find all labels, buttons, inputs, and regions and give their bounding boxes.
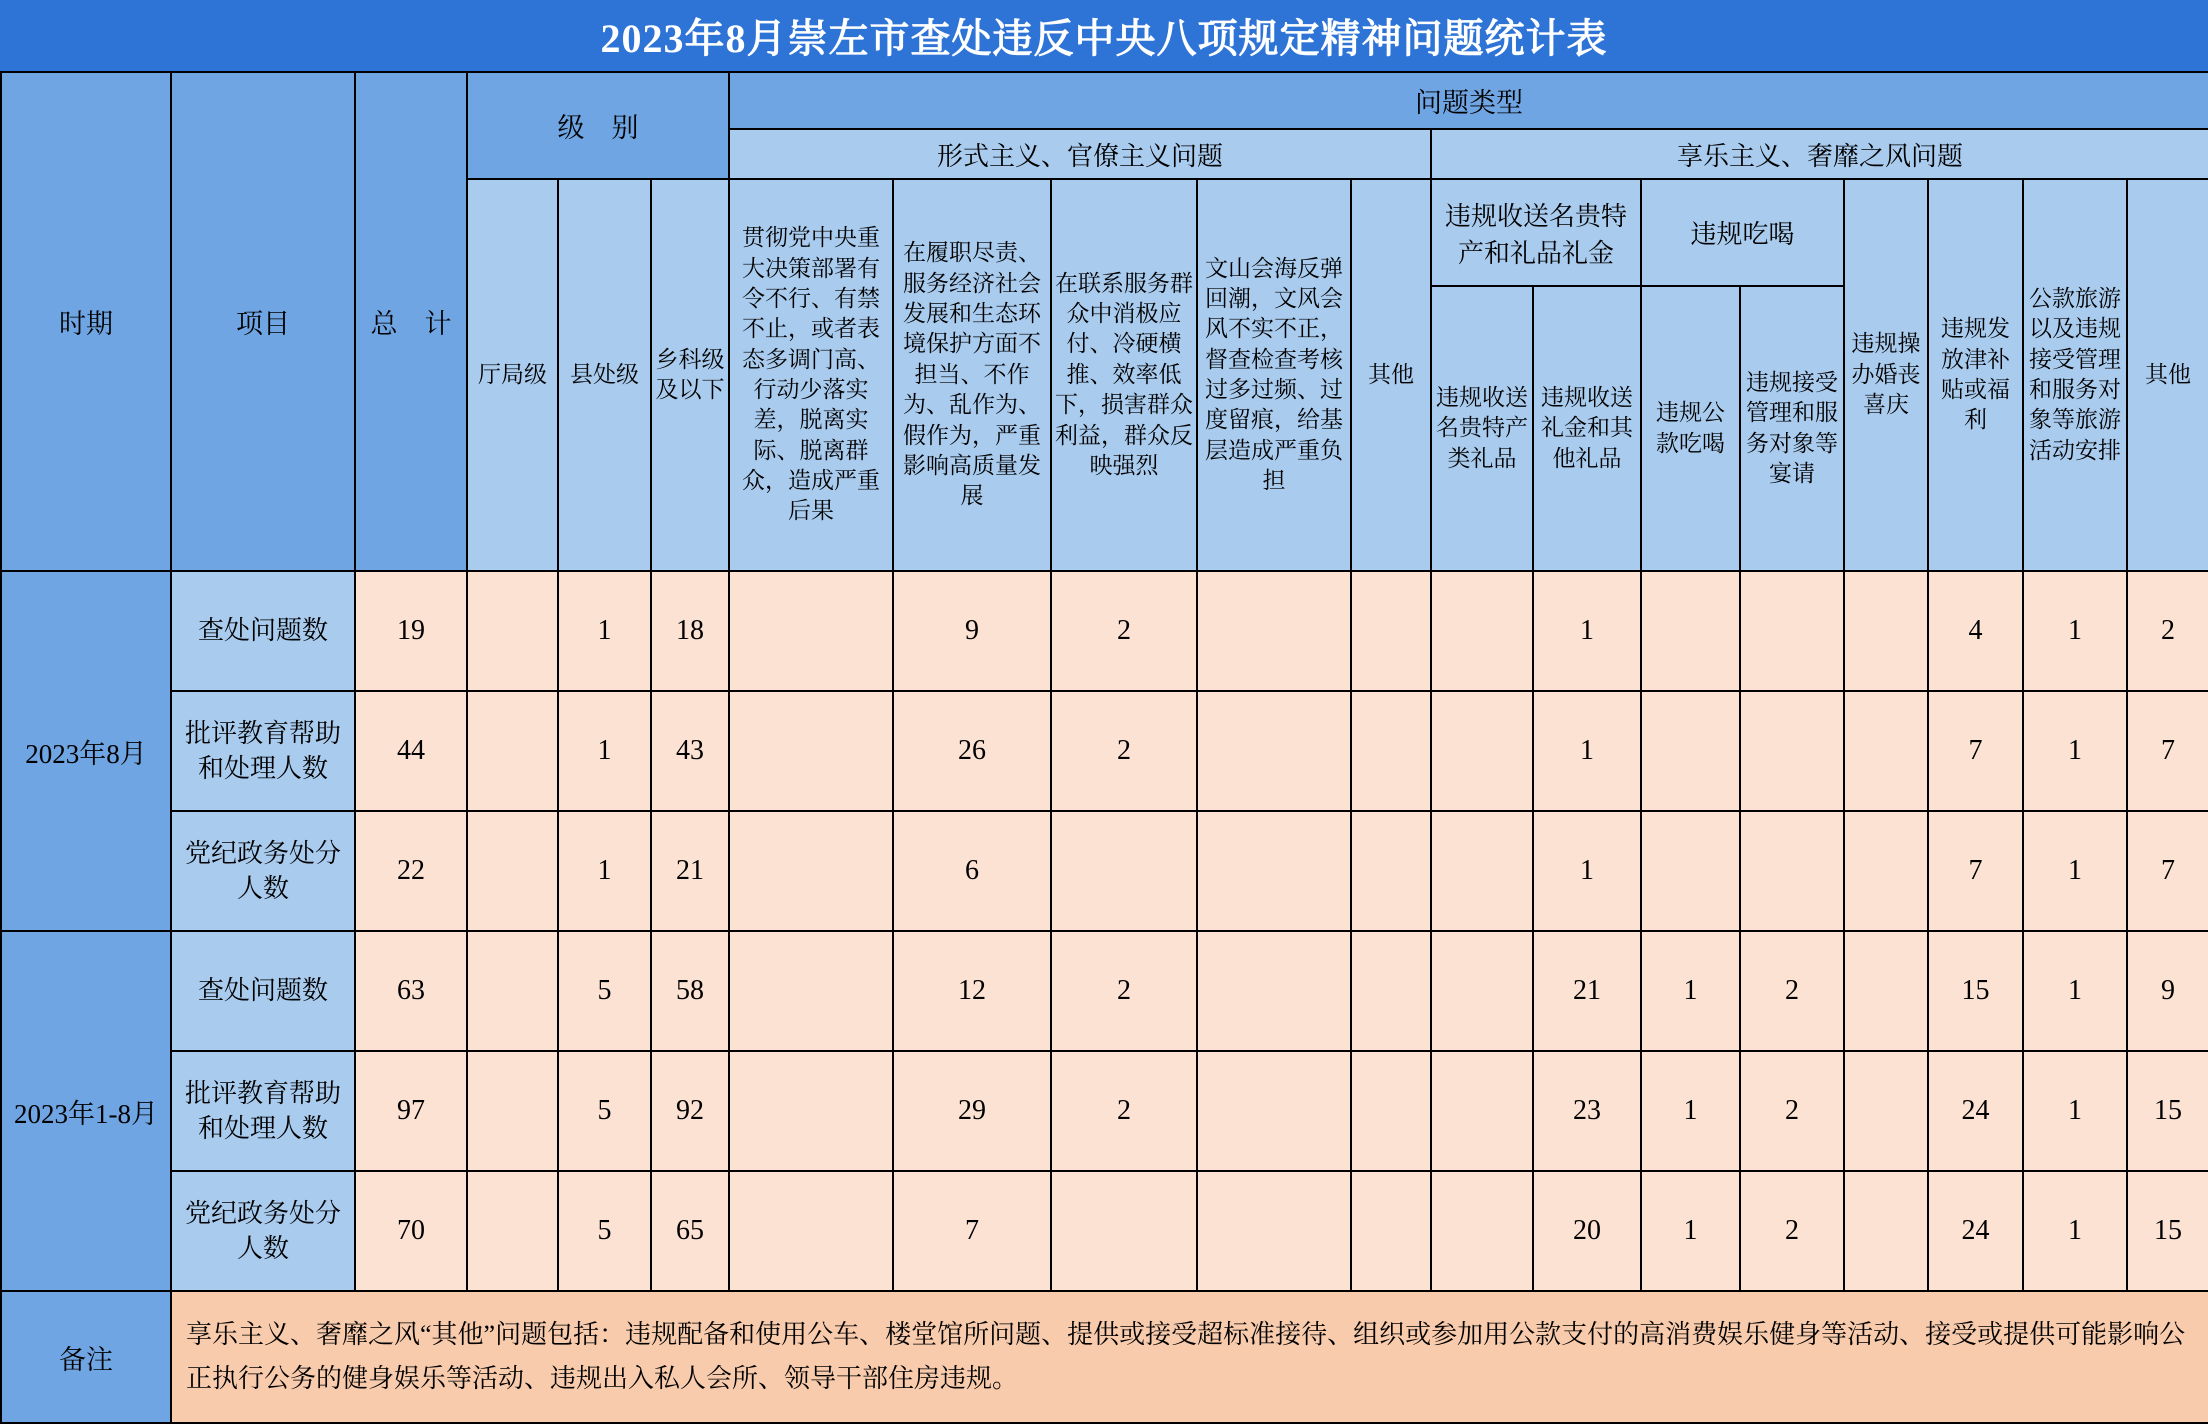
value-cell xyxy=(1431,1051,1533,1171)
value-cell xyxy=(1844,1171,1928,1291)
value-cell xyxy=(1740,571,1844,691)
value-cell: 15 xyxy=(2127,1171,2208,1291)
value-cell: 1 xyxy=(1641,1171,1740,1291)
value-cell xyxy=(729,1051,893,1171)
value-cell: 29 xyxy=(893,1051,1051,1171)
header-formalism-col-2: 在履职尽责、服务经济社会发展和生态环境保护方面不担当、不作为、乱作为、假作为，严重影响高质量发展 xyxy=(893,179,1051,571)
statistics-table xyxy=(0,71,2208,1424)
remark-label: 备注 xyxy=(1,1291,171,1423)
value-cell: 2 xyxy=(1051,571,1197,691)
value-cell xyxy=(1197,1051,1351,1171)
header-formalism-group: 形式主义、官僚主义问题 xyxy=(729,129,1431,179)
value-cell: 1 xyxy=(2023,931,2127,1051)
value-cell: 1 xyxy=(1641,931,1740,1051)
header-item: 项目 xyxy=(171,72,355,571)
value-cell: 21 xyxy=(651,811,729,931)
value-cell: 20 xyxy=(1533,1171,1641,1291)
value-cell xyxy=(1431,691,1533,811)
value-cell: 7 xyxy=(2127,811,2208,931)
value-cell: 43 xyxy=(651,691,729,811)
value-cell xyxy=(729,931,893,1051)
value-cell: 58 xyxy=(651,931,729,1051)
value-cell: 23 xyxy=(1533,1051,1641,1171)
value-cell: 5 xyxy=(558,1051,651,1171)
value-cell: 7 xyxy=(1928,811,2023,931)
row-label: 党纪政务处分人数 xyxy=(171,811,355,931)
value-cell: 1 xyxy=(2023,1171,2127,1291)
value-cell xyxy=(1740,691,1844,811)
value-cell: 44 xyxy=(355,691,467,811)
value-cell: 5 xyxy=(558,931,651,1051)
value-cell: 1 xyxy=(2023,1051,2127,1171)
header-hedonism-group: 享乐主义、奢靡之风问题 xyxy=(1431,129,2208,179)
remark-text: 享乐主义、奢靡之风“其他”问题包括：违规配备和使用公车、楼堂馆所问题、提供或接受超标准接待、组织或参加用公款支付的高消费娱乐健身等活动、接受或提供可能影响公正执行公务的健身娱乐等活动、违规出入私人会所、领导干部住房违规。 xyxy=(171,1291,2208,1423)
value-cell xyxy=(1844,811,1928,931)
value-cell: 21 xyxy=(1533,931,1641,1051)
header-period: 时期 xyxy=(1,72,171,571)
page-title: 2023年8月崇左市查处违反中央八项规定精神问题统计表 xyxy=(0,0,2208,71)
value-cell xyxy=(1351,1171,1431,1291)
header-allowances: 违规发放津补贴或福利 xyxy=(1928,179,2023,571)
header-dining-public-funds: 违规公款吃喝 xyxy=(1641,286,1740,571)
header-formalism-col-1: 贯彻党中央重大决策部署有令不行、有禁不止，或者表态多调门高、行动少落实差，脱离实际、脱离群众，造成严重后果 xyxy=(729,179,893,571)
value-cell: 24 xyxy=(1928,1051,2023,1171)
row-label: 查处问题数 xyxy=(171,571,355,691)
value-cell: 63 xyxy=(355,931,467,1051)
value-cell: 2 xyxy=(1740,931,1844,1051)
value-cell: 12 xyxy=(893,931,1051,1051)
header-formalism-col-4: 文山会海反弹回潮，文风会风不实不正，督查检查考核过多过频、过度留痕，给基层造成严重负担 xyxy=(1197,179,1351,571)
header-level-group: 级 别 xyxy=(467,72,729,179)
value-cell: 5 xyxy=(558,1171,651,1291)
value-cell: 70 xyxy=(355,1171,467,1291)
value-cell xyxy=(1197,691,1351,811)
value-cell xyxy=(1431,811,1533,931)
value-cell: 9 xyxy=(893,571,1051,691)
value-cell: 26 xyxy=(893,691,1051,811)
value-cell: 1 xyxy=(558,691,651,811)
value-cell xyxy=(1197,931,1351,1051)
value-cell xyxy=(1844,931,1928,1051)
header-weddings-funerals: 违规操办婚丧喜庆 xyxy=(1844,179,1928,571)
value-cell: 7 xyxy=(893,1171,1051,1291)
value-cell: 7 xyxy=(2127,691,2208,811)
value-cell xyxy=(729,811,893,931)
value-cell: 1 xyxy=(1641,1051,1740,1171)
value-cell: 2 xyxy=(1051,691,1197,811)
period-cell: 2023年1-8月 xyxy=(1,931,171,1291)
value-cell xyxy=(1351,1051,1431,1171)
row-label: 查处问题数 xyxy=(171,931,355,1051)
value-cell xyxy=(729,1171,893,1291)
header-dining-banquets: 违规接受管理和服务对象等宴请 xyxy=(1740,286,1844,571)
value-cell xyxy=(1844,571,1928,691)
value-cell xyxy=(1641,811,1740,931)
value-cell xyxy=(467,1051,558,1171)
value-cell xyxy=(1197,1171,1351,1291)
header-formalism-other: 其他 xyxy=(1351,179,1431,571)
value-cell xyxy=(1431,931,1533,1051)
header-hedonism-other: 其他 xyxy=(2127,179,2208,571)
value-cell xyxy=(1844,691,1928,811)
value-cell xyxy=(1351,571,1431,691)
value-cell: 6 xyxy=(893,811,1051,931)
period-cell: 2023年8月 xyxy=(1,571,171,931)
value-cell: 2 xyxy=(1740,1051,1844,1171)
value-cell: 15 xyxy=(2127,1051,2208,1171)
header-dining-group: 违规吃喝 xyxy=(1641,179,1844,286)
value-cell: 4 xyxy=(1928,571,2023,691)
value-cell: 1 xyxy=(558,811,651,931)
value-cell: 1 xyxy=(2023,691,2127,811)
value-cell: 7 xyxy=(1928,691,2023,811)
value-cell xyxy=(1740,811,1844,931)
value-cell: 1 xyxy=(1533,571,1641,691)
value-cell xyxy=(1351,811,1431,931)
value-cell: 65 xyxy=(651,1171,729,1291)
value-cell: 2 xyxy=(1051,1051,1197,1171)
header-level-township: 乡科级及以下 xyxy=(651,179,729,571)
header-problem-type: 问题类型 xyxy=(729,72,2208,129)
value-cell xyxy=(729,691,893,811)
value-cell xyxy=(467,811,558,931)
value-cell xyxy=(1051,811,1197,931)
value-cell: 97 xyxy=(355,1051,467,1171)
value-cell xyxy=(1197,811,1351,931)
header-level-bureau: 厅局级 xyxy=(467,179,558,571)
value-cell xyxy=(1431,1171,1533,1291)
value-cell xyxy=(467,691,558,811)
header-public-funded-travel: 公款旅游以及违规接受管理和服务对象等旅游活动安排 xyxy=(2023,179,2127,571)
value-cell xyxy=(1197,571,1351,691)
row-label: 党纪政务处分人数 xyxy=(171,1171,355,1291)
value-cell: 9 xyxy=(2127,931,2208,1051)
value-cell: 2 xyxy=(2127,571,2208,691)
value-cell xyxy=(1051,1171,1197,1291)
value-cell: 15 xyxy=(1928,931,2023,1051)
value-cell: 2 xyxy=(1051,931,1197,1051)
value-cell xyxy=(467,931,558,1051)
header-level-county: 县处级 xyxy=(558,179,651,571)
value-cell: 19 xyxy=(355,571,467,691)
value-cell: 1 xyxy=(1533,691,1641,811)
value-cell xyxy=(467,1171,558,1291)
value-cell xyxy=(1351,931,1431,1051)
value-cell: 1 xyxy=(558,571,651,691)
value-cell: 18 xyxy=(651,571,729,691)
value-cell xyxy=(1641,691,1740,811)
value-cell xyxy=(467,571,558,691)
value-cell: 1 xyxy=(1533,811,1641,931)
row-label: 批评教育帮助和处理人数 xyxy=(171,691,355,811)
value-cell xyxy=(1431,571,1533,691)
header-gifts-specialty: 违规收送名贵特产类礼品 xyxy=(1431,286,1533,571)
value-cell: 22 xyxy=(355,811,467,931)
header-formalism-col-3: 在联系服务群众中消极应付、冷硬横推、效率低下，损害群众利益，群众反映强烈 xyxy=(1051,179,1197,571)
value-cell xyxy=(1844,1051,1928,1171)
row-label: 批评教育帮助和处理人数 xyxy=(171,1051,355,1171)
header-gifts-money: 违规收送礼金和其他礼品 xyxy=(1533,286,1641,571)
value-cell xyxy=(1641,571,1740,691)
value-cell: 2 xyxy=(1740,1171,1844,1291)
value-cell: 1 xyxy=(2023,811,2127,931)
header-total: 总 计 xyxy=(355,72,467,571)
value-cell: 24 xyxy=(1928,1171,2023,1291)
value-cell xyxy=(729,571,893,691)
value-cell xyxy=(1351,691,1431,811)
value-cell: 92 xyxy=(651,1051,729,1171)
header-gifts-group: 违规收送名贵特产和礼品礼金 xyxy=(1431,179,1641,286)
value-cell: 1 xyxy=(2023,571,2127,691)
